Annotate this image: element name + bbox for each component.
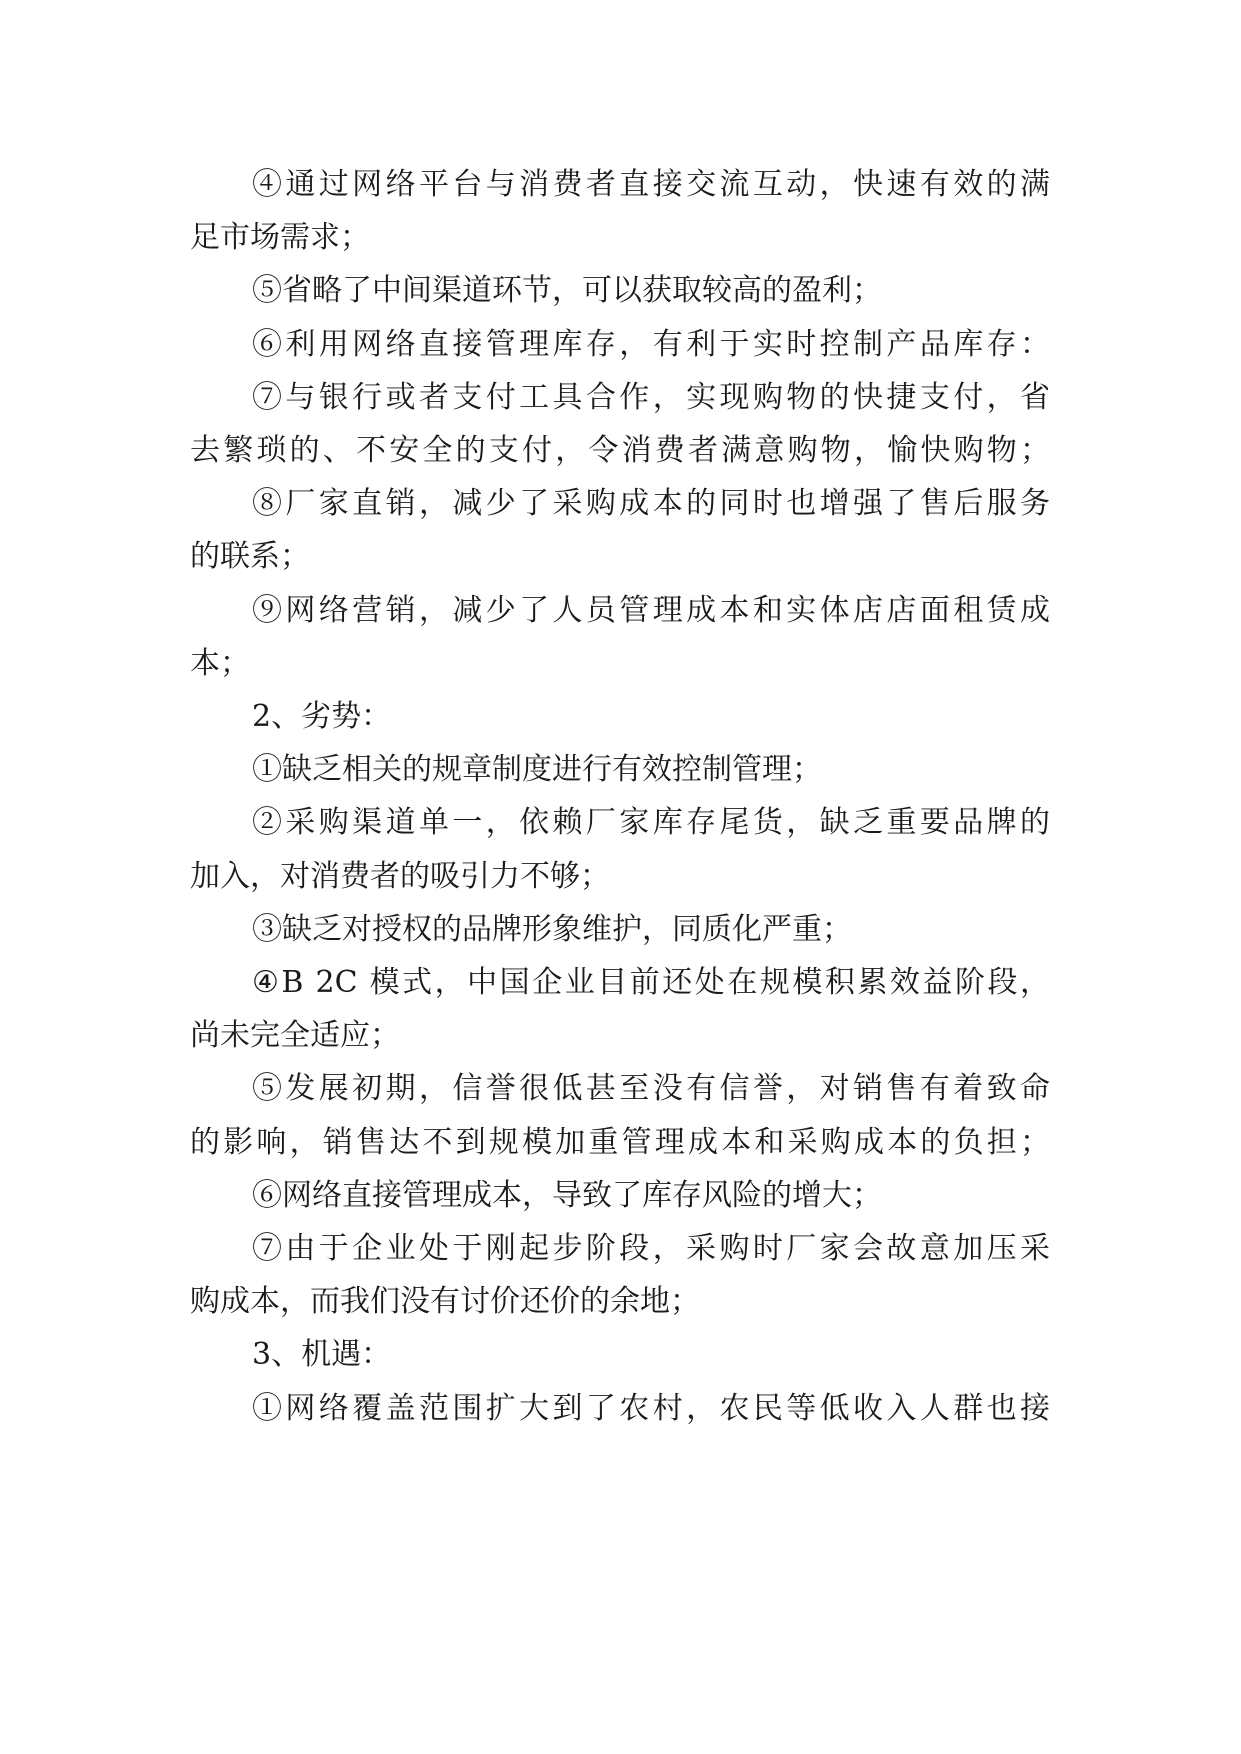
paragraph-line: ④通过网络平台与消费者直接交流互动，快速有效的满 <box>252 167 1050 202</box>
paragraph-line: ②采购渠道单一，依赖厂家库存尾货，缺乏重要品牌的 <box>252 805 1050 840</box>
paragraph-line: ⑤发展初期，信誉很低甚至没有信誉，对销售有着致命 <box>252 1071 1050 1106</box>
paragraph-line: ④B 2C 模式，中国企业目前还处在规模积累效益阶段， <box>252 965 1050 1000</box>
paragraph-line: ⑥利用网络直接管理库存，有利于实时控制产品库存： <box>252 327 1050 362</box>
paragraph-line: ⑤省略了中间渠道环节，可以获取较高的盈利； <box>252 273 882 308</box>
paragraph-line: ⑦由于企业处于刚起步阶段，采购时厂家会故意加压采 <box>252 1231 1050 1266</box>
paragraph-line: ③缺乏对授权的品牌形象维护，同质化严重； <box>252 912 852 947</box>
paragraph-line: ⑨网络营销，减少了人员管理成本和实体店店面租赁成 <box>252 593 1050 628</box>
section-heading: 2、劣势： <box>252 699 392 734</box>
paragraph-line: 去繁琐的、不安全的支付，令消费者满意购物，愉快购物； <box>190 433 1050 468</box>
paragraph-line: 本； <box>190 646 250 681</box>
paragraph-line: ⑥网络直接管理成本，导致了库存风险的增大； <box>252 1178 882 1213</box>
paragraph-line: 加入，对消费者的吸引力不够； <box>190 859 610 894</box>
paragraph-line: 尚未完全适应； <box>190 1018 400 1053</box>
paragraph-line: 足市场需求； <box>190 220 370 255</box>
paragraph-line: 的联系； <box>190 539 310 574</box>
paragraph-line: 的影响，销售达不到规模加重管理成本和采购成本的负担； <box>190 1125 1050 1160</box>
paragraph-line: ⑦与银行或者支付工具合作，实现购物的快捷支付，省 <box>252 380 1050 415</box>
paragraph-line: ①缺乏相关的规章制度进行有效控制管理； <box>252 752 822 787</box>
paragraph-line: ①网络覆盖范围扩大到了农村，农民等低收入人群也接 <box>252 1391 1050 1426</box>
paragraph-line: ⑧厂家直销，减少了采购成本的同时也增强了售后服务 <box>252 486 1050 521</box>
paragraph-line: 购成本，而我们没有讨价还价的余地； <box>190 1284 700 1319</box>
section-heading: 3、机遇： <box>252 1337 392 1372</box>
